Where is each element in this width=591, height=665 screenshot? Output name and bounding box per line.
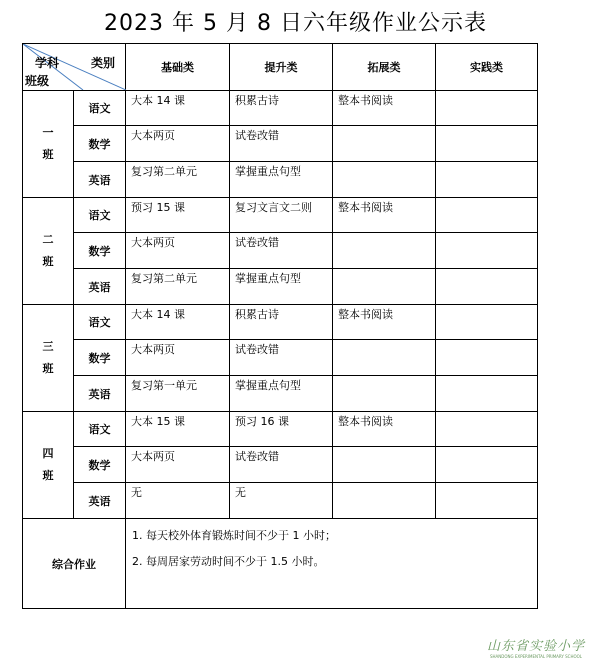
summary-notes bbox=[126, 519, 538, 609]
homework-cell bbox=[436, 376, 538, 412]
table-row bbox=[23, 412, 538, 447]
homework-cell: 无 bbox=[126, 483, 230, 519]
homework-cell bbox=[436, 198, 538, 233]
homework-cell: 试卷改错 bbox=[230, 233, 333, 269]
table-row bbox=[23, 483, 538, 519]
homework-cell: 无 bbox=[230, 483, 333, 519]
homework-cell: 复习文言文二则 bbox=[230, 198, 333, 233]
header-extension: 拓展类 bbox=[333, 44, 436, 91]
homework-cell bbox=[436, 126, 538, 162]
header-subject-label: 学科 bbox=[35, 56, 60, 70]
school-logo-en: SHANDONG EXPERIMENTAL PRIMARY SCHOOL bbox=[489, 654, 583, 659]
homework-cell bbox=[436, 340, 538, 376]
header-basic: 基础类 bbox=[126, 44, 230, 91]
homework-cell bbox=[333, 447, 436, 483]
homework-cell: 大本两页 bbox=[126, 126, 230, 162]
table-row bbox=[23, 126, 538, 162]
table-row bbox=[23, 162, 538, 198]
subject-cell: 英语 bbox=[74, 162, 126, 198]
subject-cell: 数学 bbox=[74, 233, 126, 269]
homework-cell bbox=[436, 269, 538, 305]
homework-cell: 预习 15 课 bbox=[126, 198, 230, 233]
header-class-label: 班级 bbox=[25, 74, 50, 88]
homework-cell: 积累古诗 bbox=[230, 305, 333, 340]
table-row bbox=[23, 376, 538, 412]
class-name-cell: 一 班 bbox=[23, 91, 74, 198]
homework-cell: 整本书阅读 bbox=[333, 305, 436, 340]
subject-cell: 语文 bbox=[74, 91, 126, 126]
subject-cell: 数学 bbox=[74, 126, 126, 162]
class-name-cell: 二 班 bbox=[23, 198, 74, 305]
homework-cell: 大本 14 课 bbox=[126, 305, 230, 340]
header-category-label: 类别 bbox=[91, 56, 116, 70]
header-row bbox=[23, 44, 538, 91]
homework-cell bbox=[333, 269, 436, 305]
homework-cell bbox=[333, 233, 436, 269]
homework-cell bbox=[436, 483, 538, 519]
homework-cell bbox=[333, 126, 436, 162]
homework-cell: 复习第二单元 bbox=[126, 269, 230, 305]
subject-cell: 英语 bbox=[74, 483, 126, 519]
homework-cell: 整本书阅读 bbox=[333, 91, 436, 126]
homework-cell: 复习第二单元 bbox=[126, 162, 230, 198]
homework-cell: 掌握重点句型 bbox=[230, 269, 333, 305]
homework-cell bbox=[436, 447, 538, 483]
homework-cell: 积累古诗 bbox=[230, 91, 333, 126]
homework-cell: 复习第一单元 bbox=[126, 376, 230, 412]
summary-row bbox=[23, 519, 538, 609]
subject-cell: 英语 bbox=[74, 376, 126, 412]
table-row bbox=[23, 447, 538, 483]
class-name-cell: 四 班 bbox=[23, 412, 74, 519]
homework-cell: 掌握重点句型 bbox=[230, 162, 333, 198]
homework-cell: 试卷改错 bbox=[230, 126, 333, 162]
homework-cell: 试卷改错 bbox=[230, 447, 333, 483]
homework-cell bbox=[436, 233, 538, 269]
homework-cell: 预习 16 课 bbox=[230, 412, 333, 447]
homework-cell bbox=[333, 376, 436, 412]
summary-note-2: 2. 每周居家劳动时间不少于 1.5 小时。 bbox=[132, 555, 325, 568]
homework-cell: 整本书阅读 bbox=[333, 412, 436, 447]
summary-note-1: 1. 每天校外体育锻炼时间不少于 1 小时； bbox=[132, 529, 336, 542]
header-practice: 实践类 bbox=[436, 44, 538, 91]
homework-cell: 整本书阅读 bbox=[333, 198, 436, 233]
homework-cell: 大本 14 课 bbox=[126, 91, 230, 126]
homework-table bbox=[22, 43, 538, 609]
homework-cell bbox=[333, 340, 436, 376]
homework-cell: 大本两页 bbox=[126, 233, 230, 269]
school-logo bbox=[487, 635, 585, 659]
homework-cell bbox=[436, 412, 538, 447]
school-logo-cn: 山东省实验小学 bbox=[486, 639, 585, 654]
subject-cell: 语文 bbox=[74, 412, 126, 447]
homework-cell: 大本两页 bbox=[126, 340, 230, 376]
homework-cell bbox=[436, 91, 538, 126]
table-row bbox=[23, 91, 538, 126]
homework-cell: 掌握重点句型 bbox=[230, 376, 333, 412]
homework-cell bbox=[436, 305, 538, 340]
page-title: 2023 年 5 月 8 日六年级作业公示表 bbox=[104, 11, 487, 36]
subject-cell: 语文 bbox=[74, 198, 126, 233]
homework-cell: 试卷改错 bbox=[230, 340, 333, 376]
subject-cell: 数学 bbox=[74, 447, 126, 483]
subject-cell: 语文 bbox=[74, 305, 126, 340]
homework-cell: 大本 15 课 bbox=[126, 412, 230, 447]
class-name-cell: 三 班 bbox=[23, 305, 74, 412]
homework-cell bbox=[436, 162, 538, 198]
table-row bbox=[23, 269, 538, 305]
homework-cell: 大本两页 bbox=[126, 447, 230, 483]
header-advanced: 提升类 bbox=[230, 44, 333, 91]
diagonal-header-cell bbox=[23, 44, 126, 91]
subject-cell: 英语 bbox=[74, 269, 126, 305]
table-row bbox=[23, 198, 538, 233]
subject-cell: 数学 bbox=[74, 340, 126, 376]
summary-label: 综合作业 bbox=[23, 519, 126, 609]
table-row bbox=[23, 233, 538, 269]
table-row bbox=[23, 340, 538, 376]
table-row bbox=[23, 305, 538, 340]
homework-cell bbox=[333, 483, 436, 519]
homework-cell bbox=[333, 162, 436, 198]
